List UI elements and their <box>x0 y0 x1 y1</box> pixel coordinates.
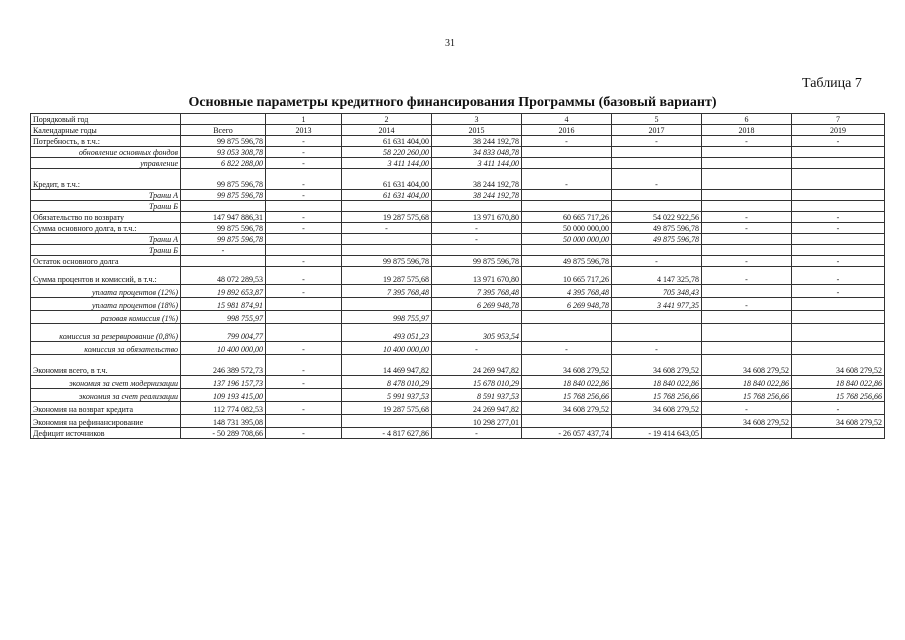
value-cell: 99 875 596,78 <box>181 223 266 234</box>
value-cell <box>702 169 792 190</box>
value-cell <box>792 298 885 311</box>
value-cell: 54 022 922,56 <box>612 212 702 223</box>
value-cell <box>432 311 522 324</box>
value-cell <box>432 245 522 256</box>
value-cell: - <box>702 256 792 267</box>
value-cell: - <box>266 169 342 190</box>
table-row <box>31 201 885 212</box>
value-cell <box>702 324 792 342</box>
value-cell: - <box>266 428 342 439</box>
value-cell <box>612 311 702 324</box>
value-cell: - 50 289 708,66 <box>181 428 266 439</box>
row-label: комиссия за обязательство <box>31 342 181 355</box>
table-row <box>31 169 885 190</box>
value-cell <box>612 201 702 212</box>
table-row <box>31 136 885 147</box>
value-cell: - 19 414 643,05 <box>612 428 702 439</box>
row-label: Обязательство по возврату <box>31 212 181 223</box>
header-cell <box>181 114 266 125</box>
row-label: обновление основных фондов <box>31 147 181 158</box>
value-cell: 18 840 022,86 <box>702 376 792 389</box>
value-cell: 705 348,43 <box>612 285 702 298</box>
row-label: Сумма основного долга, в т.ч.: <box>31 223 181 234</box>
row-label: Транш Б <box>31 245 181 256</box>
header-cell: 4 <box>522 114 612 125</box>
value-cell: 7 395 768,48 <box>342 285 432 298</box>
value-cell: 49 875 596,78 <box>612 223 702 234</box>
header-cell: 2017 <box>612 125 702 136</box>
value-cell <box>522 147 612 158</box>
value-cell <box>342 415 432 428</box>
table-row <box>31 298 885 311</box>
value-cell: - <box>702 212 792 223</box>
value-cell: - <box>432 223 522 234</box>
value-cell <box>612 324 702 342</box>
value-cell: 93 053 308,78 <box>181 147 266 158</box>
value-cell: - <box>612 256 702 267</box>
header-cell: 1 <box>266 114 342 125</box>
row-label: Потребность, в т.ч.: <box>31 136 181 147</box>
table-title: Основные параметры кредитного финансирования Программы (базовый вариант) <box>188 95 717 110</box>
value-cell <box>702 311 792 324</box>
header-cell: 2016 <box>522 125 612 136</box>
table-row <box>31 158 885 169</box>
value-cell: 99 875 596,78 <box>181 169 266 190</box>
row-label: уплата процентов (12%) <box>31 285 181 298</box>
value-cell <box>342 201 432 212</box>
value-cell: - <box>792 223 885 234</box>
row-label: Транш А <box>31 234 181 245</box>
table-row <box>31 223 885 234</box>
value-cell: 6 269 948,78 <box>522 298 612 311</box>
value-cell: 61 631 404,00 <box>342 169 432 190</box>
value-cell: 13 971 670,80 <box>432 212 522 223</box>
value-cell: - <box>522 169 612 190</box>
row-label: уплата процентов (18%) <box>31 298 181 311</box>
value-cell <box>266 415 342 428</box>
value-cell: - <box>266 256 342 267</box>
header-row-calendar-years <box>31 125 885 136</box>
value-cell: 99 875 596,78 <box>181 234 266 245</box>
value-cell: 99 875 596,78 <box>181 136 266 147</box>
value-cell: - <box>702 223 792 234</box>
value-cell: 10 400 000,00 <box>181 342 266 355</box>
value-cell <box>266 245 342 256</box>
value-cell: 99 875 596,78 <box>342 256 432 267</box>
value-cell: - <box>266 376 342 389</box>
value-cell <box>342 298 432 311</box>
value-cell: 34 608 279,52 <box>522 402 612 415</box>
value-cell: 148 731 395,08 <box>181 415 266 428</box>
row-label: Сумма процентов и комиссий, в т.ч.: <box>31 267 181 285</box>
value-cell: 38 244 192,78 <box>432 190 522 201</box>
value-cell <box>702 158 792 169</box>
value-cell: 18 840 022,86 <box>522 376 612 389</box>
value-cell: 24 269 947,82 <box>432 355 522 376</box>
value-cell: - <box>792 136 885 147</box>
value-cell <box>522 311 612 324</box>
value-cell: 34 833 048,78 <box>432 147 522 158</box>
value-cell: 4 147 325,78 <box>612 267 702 285</box>
value-cell: - <box>792 285 885 298</box>
value-cell: 19 287 575,68 <box>342 267 432 285</box>
table-row <box>31 342 885 355</box>
value-cell: 15 768 256,66 <box>612 389 702 402</box>
value-cell: 15 768 256,66 <box>522 389 612 402</box>
value-cell: 61 631 404,00 <box>342 190 432 201</box>
value-cell: 13 971 670,80 <box>432 267 522 285</box>
value-cell <box>266 324 342 342</box>
value-cell <box>612 190 702 201</box>
value-cell <box>266 201 342 212</box>
value-cell <box>522 415 612 428</box>
header-cell: 6 <box>702 114 792 125</box>
table-row <box>31 355 885 376</box>
credit-parameters-table <box>30 113 885 439</box>
value-cell: - <box>432 234 522 245</box>
value-cell: 99 875 596,78 <box>181 190 266 201</box>
value-cell: 10 665 717,26 <box>522 267 612 285</box>
value-cell <box>792 147 885 158</box>
value-cell: 34 608 279,52 <box>612 355 702 376</box>
header-cell: 2 <box>342 114 432 125</box>
table-row <box>31 267 885 285</box>
value-cell <box>702 234 792 245</box>
value-cell: 48 072 289,53 <box>181 267 266 285</box>
value-cell: 137 196 157,73 <box>181 376 266 389</box>
value-cell: 24 269 947,82 <box>432 402 522 415</box>
value-cell: 15 678 010,29 <box>432 376 522 389</box>
value-cell: 3 411 144,00 <box>432 158 522 169</box>
value-cell <box>612 415 702 428</box>
value-cell: 18 840 022,86 <box>792 376 885 389</box>
value-cell: 58 220 260,00 <box>342 147 432 158</box>
value-cell <box>792 428 885 439</box>
table-row <box>31 190 885 201</box>
row-label: Экономия на возврат кредита <box>31 402 181 415</box>
value-cell <box>522 190 612 201</box>
value-cell <box>612 147 702 158</box>
header-cell: 7 <box>792 114 885 125</box>
value-cell <box>792 234 885 245</box>
row-label: управление <box>31 158 181 169</box>
row-label: Остаток основного долга <box>31 256 181 267</box>
value-cell: 112 774 082,53 <box>181 402 266 415</box>
table-row <box>31 402 885 415</box>
table-row <box>31 234 885 245</box>
value-cell: 998 755,97 <box>181 311 266 324</box>
value-cell: 99 875 596,78 <box>432 256 522 267</box>
page-number: 31 <box>445 38 455 49</box>
value-cell: 50 000 000,00 <box>522 223 612 234</box>
value-cell: - <box>432 428 522 439</box>
header-cell: Порядковый год <box>31 114 181 125</box>
value-cell <box>342 245 432 256</box>
row-label: Кредит, в т.ч.: <box>31 169 181 190</box>
value-cell <box>522 201 612 212</box>
value-cell <box>266 298 342 311</box>
value-cell <box>181 256 266 267</box>
value-cell <box>792 158 885 169</box>
value-cell: 34 608 279,52 <box>522 355 612 376</box>
value-cell: - <box>266 223 342 234</box>
value-cell: - <box>792 402 885 415</box>
value-cell <box>702 285 792 298</box>
value-cell: - <box>612 169 702 190</box>
value-cell: 15 981 874,91 <box>181 298 266 311</box>
value-cell: - 4 817 627,86 <box>342 428 432 439</box>
value-cell: - <box>702 267 792 285</box>
table-row <box>31 415 885 428</box>
table-row <box>31 324 885 342</box>
value-cell: - <box>266 190 342 201</box>
value-cell <box>266 234 342 245</box>
header-cell: 3 <box>432 114 522 125</box>
value-cell <box>702 201 792 212</box>
value-cell: 147 947 886,31 <box>181 212 266 223</box>
value-cell: - <box>612 342 702 355</box>
table-row <box>31 311 885 324</box>
value-cell: - <box>792 212 885 223</box>
value-cell: - <box>266 402 342 415</box>
value-cell: 109 193 415,00 <box>181 389 266 402</box>
value-cell: 34 608 279,52 <box>702 415 792 428</box>
value-cell: 246 389 572,73 <box>181 355 266 376</box>
value-cell <box>522 245 612 256</box>
table-row <box>31 245 885 256</box>
header-cell: Календарные годы <box>31 125 181 136</box>
value-cell <box>522 324 612 342</box>
value-cell: 19 892 653,87 <box>181 285 266 298</box>
table-row <box>31 428 885 439</box>
value-cell: 49 875 596,78 <box>522 256 612 267</box>
value-cell: - <box>792 267 885 285</box>
value-cell <box>266 389 342 402</box>
value-cell <box>522 158 612 169</box>
value-cell: 60 665 717,26 <box>522 212 612 223</box>
value-cell: - 26 057 437,74 <box>522 428 612 439</box>
row-label: Дефицит источников <box>31 428 181 439</box>
value-cell: 305 953,54 <box>432 324 522 342</box>
table-row <box>31 212 885 223</box>
table-row <box>31 147 885 158</box>
value-cell: 799 004,77 <box>181 324 266 342</box>
value-cell: 50 000 000,00 <box>522 234 612 245</box>
value-cell <box>792 342 885 355</box>
value-cell: 34 608 279,52 <box>792 355 885 376</box>
value-cell: - <box>266 158 342 169</box>
value-cell: 34 608 279,52 <box>792 415 885 428</box>
row-label: Экономия на рефинансирование <box>31 415 181 428</box>
header-cell: Всего <box>181 125 266 136</box>
value-cell: 19 287 575,68 <box>342 402 432 415</box>
value-cell: - <box>792 256 885 267</box>
header-cell: 2019 <box>792 125 885 136</box>
row-label: Транш Б <box>31 201 181 212</box>
value-cell <box>792 169 885 190</box>
value-cell: 493 051,23 <box>342 324 432 342</box>
value-cell <box>792 190 885 201</box>
value-cell: - <box>702 136 792 147</box>
value-cell <box>612 245 702 256</box>
value-cell <box>612 158 702 169</box>
value-cell: - <box>266 147 342 158</box>
table-row <box>31 256 885 267</box>
value-cell <box>432 201 522 212</box>
value-cell: 38 244 192,78 <box>432 136 522 147</box>
value-cell: - <box>522 136 612 147</box>
row-label: экономия за счет реализации <box>31 389 181 402</box>
row-label: экономия за счет модернизации <box>31 376 181 389</box>
value-cell: 14 469 947,82 <box>342 355 432 376</box>
value-cell: 15 768 256,66 <box>702 389 792 402</box>
header-cell: 2018 <box>702 125 792 136</box>
value-cell <box>792 311 885 324</box>
value-cell: 5 991 937,53 <box>342 389 432 402</box>
value-cell: 4 395 768,48 <box>522 285 612 298</box>
value-cell: - <box>266 285 342 298</box>
value-cell: - <box>266 355 342 376</box>
value-cell: 998 755,97 <box>342 311 432 324</box>
value-cell <box>792 201 885 212</box>
value-cell: - <box>266 267 342 285</box>
value-cell <box>702 190 792 201</box>
value-cell: 10 400 000,00 <box>342 342 432 355</box>
value-cell: 38 244 192,78 <box>432 169 522 190</box>
value-cell: 15 768 256,66 <box>792 389 885 402</box>
value-cell: - <box>266 342 342 355</box>
value-cell <box>342 234 432 245</box>
value-cell <box>702 147 792 158</box>
header-cell: 2015 <box>432 125 522 136</box>
row-label: Транш А <box>31 190 181 201</box>
value-cell: - <box>342 223 432 234</box>
value-cell: 3 441 977,35 <box>612 298 702 311</box>
value-cell: 8 591 937,53 <box>432 389 522 402</box>
value-cell: 3 411 144,00 <box>342 158 432 169</box>
value-cell: - <box>181 245 266 256</box>
value-cell: 6 822 288,00 <box>181 158 266 169</box>
value-cell: - <box>612 136 702 147</box>
row-label: разовая комиссия (1%) <box>31 311 181 324</box>
value-cell: - <box>702 402 792 415</box>
table-label: Таблица 7 <box>802 76 862 91</box>
value-cell <box>702 342 792 355</box>
value-cell: - <box>702 298 792 311</box>
value-cell: 61 631 404,00 <box>342 136 432 147</box>
header-cell: 2013 <box>266 125 342 136</box>
value-cell: 7 395 768,48 <box>432 285 522 298</box>
value-cell: 34 608 279,52 <box>702 355 792 376</box>
value-cell: 8 478 010,29 <box>342 376 432 389</box>
value-cell <box>792 324 885 342</box>
value-cell <box>702 428 792 439</box>
table-row <box>31 376 885 389</box>
value-cell: 34 608 279,52 <box>612 402 702 415</box>
value-cell <box>792 245 885 256</box>
value-cell: 6 269 948,78 <box>432 298 522 311</box>
value-cell <box>181 201 266 212</box>
value-cell: 19 287 575,68 <box>342 212 432 223</box>
header-cell: 2014 <box>342 125 432 136</box>
table-row <box>31 389 885 402</box>
value-cell: 18 840 022,86 <box>612 376 702 389</box>
header-cell: 5 <box>612 114 702 125</box>
value-cell: - <box>522 342 612 355</box>
header-row-sequence-year <box>31 114 885 125</box>
value-cell: - <box>432 342 522 355</box>
value-cell: 49 875 596,78 <box>612 234 702 245</box>
value-cell: - <box>266 212 342 223</box>
row-label: Экономия всего, в т.ч. <box>31 355 181 376</box>
value-cell: 10 298 277,01 <box>432 415 522 428</box>
value-cell <box>266 311 342 324</box>
row-label: комиссия за резервирование (0,8%) <box>31 324 181 342</box>
table-row <box>31 285 885 298</box>
value-cell <box>702 245 792 256</box>
value-cell: - <box>266 136 342 147</box>
